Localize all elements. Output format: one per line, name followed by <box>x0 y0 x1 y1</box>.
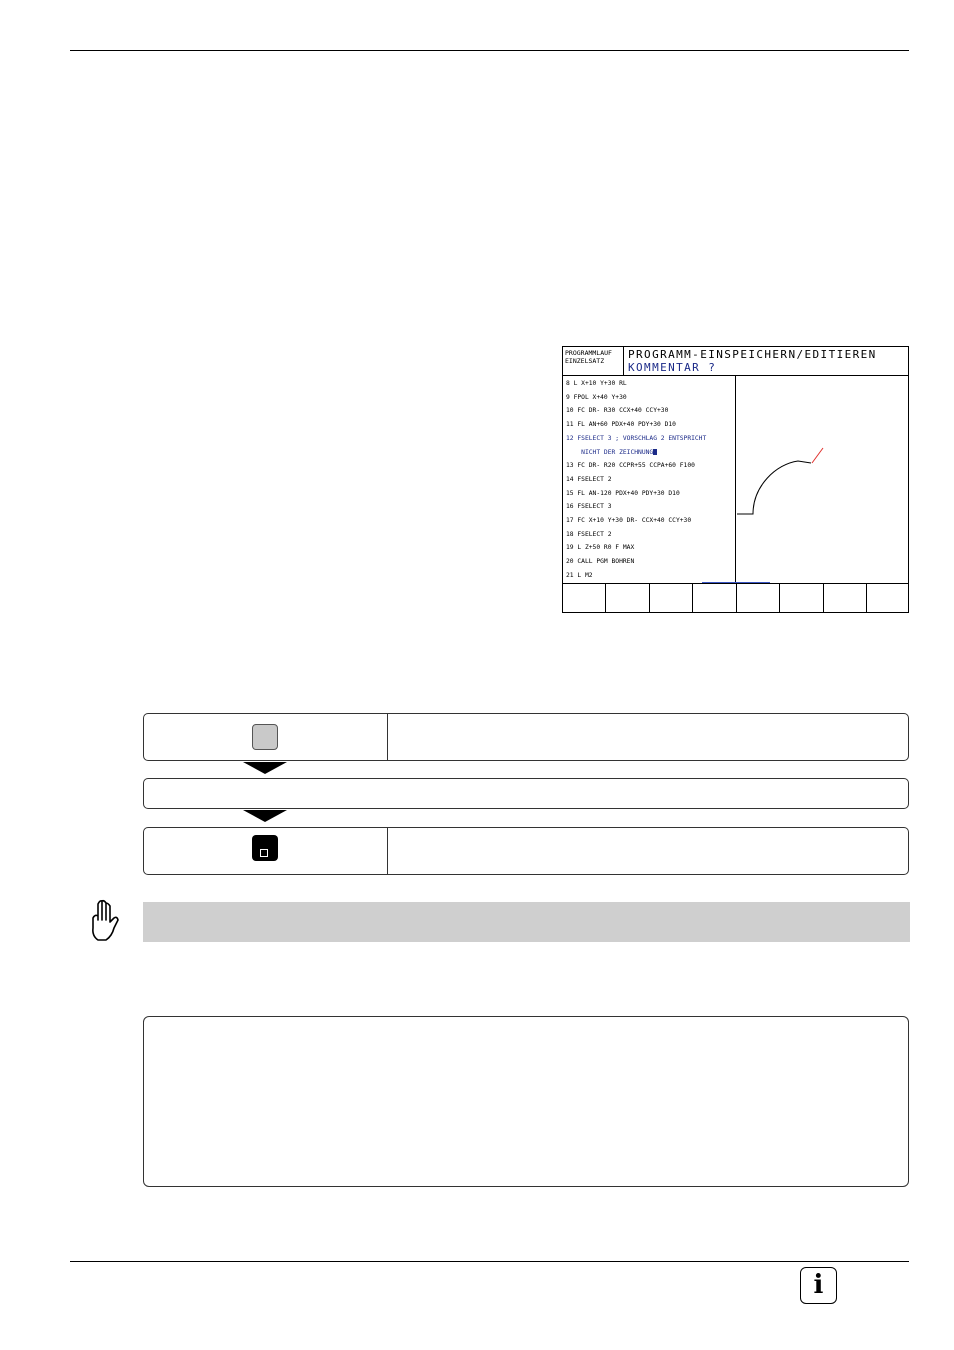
program-line: 13 FC DR- R20 CCPR+55 CCPA+60 F100 <box>566 462 695 470</box>
mode-line-2: EINZELSATZ <box>565 357 605 365</box>
bottom-rule <box>70 1261 909 1262</box>
softkey-5[interactable] <box>737 584 780 613</box>
program-line-active-cont <box>566 446 657 460</box>
info-box <box>143 1016 909 1187</box>
info-glyph: i <box>813 1270 824 1300</box>
program-line: 18 FSELECT 2 <box>566 530 612 538</box>
arrow-down-icon <box>243 762 287 774</box>
mode-line-1: PROGRAMMLAUF <box>565 349 612 357</box>
program-line: 17 FC X+10 Y+30 DR- CCX+40 CCY+30 <box>566 517 692 524</box>
dialog-prompt: KOMMENTAR ? <box>628 361 717 374</box>
program-line: 11 FL AN+60 PDX+40 PDY+30 D10 <box>566 421 676 429</box>
tnc-screen <box>562 346 909 613</box>
screen-header <box>624 347 908 376</box>
program-line-active: 12 FSELECT 3 ; VORSCHLAG 2 ENTSPRICHT <box>566 434 707 442</box>
comment-text: NICHT DER ZEICHNUNG <box>566 448 654 456</box>
softkey-8[interactable] <box>867 584 908 613</box>
softkey-1[interactable] <box>563 584 606 613</box>
program-listing <box>563 376 736 583</box>
program-line: 14 FSELECT 2 <box>566 475 612 483</box>
program-line: 20 CALL PGM BOHREN <box>566 558 635 566</box>
screen-title: PROGRAMM-EINSPEICHERN/EDITIEREN <box>628 348 877 361</box>
softkey-2[interactable] <box>606 584 650 613</box>
program-line: 8 L X+10 Y+30 RL <box>566 380 627 387</box>
program-line: 15 FL AN-120 PDX+40 PDY+30 D10 <box>566 489 680 497</box>
info-icon <box>800 1267 837 1304</box>
program-line: 16 FSELECT 3 <box>566 503 612 511</box>
softkey-row <box>563 583 908 612</box>
key-square-symbol <box>260 849 268 857</box>
arrow-down-icon <box>243 810 287 822</box>
softkey-4[interactable] <box>693 584 737 613</box>
contour-path <box>737 461 811 514</box>
softkey-3[interactable] <box>650 584 693 613</box>
note-bar <box>143 902 910 942</box>
step-box-2 <box>143 778 909 809</box>
program-line: 9 FPOL X+40 Y+30 <box>566 393 627 401</box>
program-line: 21 L M2 <box>566 571 593 579</box>
text-cursor <box>653 449 657 455</box>
pointing-hand-icon <box>84 898 124 944</box>
step-box-3 <box>143 827 909 875</box>
program-line: 10 FC DR- R30 CCX+40 CCY+30 <box>566 407 669 415</box>
top-rule <box>70 50 909 51</box>
black-key-icon[interactable] <box>252 835 278 861</box>
softkey-6[interactable] <box>780 584 824 613</box>
operating-mode <box>563 347 624 376</box>
program-line: 19 L Z+50 R0 F MAX <box>566 544 635 552</box>
grey-key-icon[interactable] <box>252 724 278 750</box>
programming-graphics <box>736 376 909 583</box>
tool-direction-line <box>812 448 823 463</box>
step-box-1 <box>143 713 909 761</box>
step-divider <box>387 828 388 874</box>
softkey-7[interactable] <box>824 584 867 613</box>
step-divider <box>387 714 388 760</box>
